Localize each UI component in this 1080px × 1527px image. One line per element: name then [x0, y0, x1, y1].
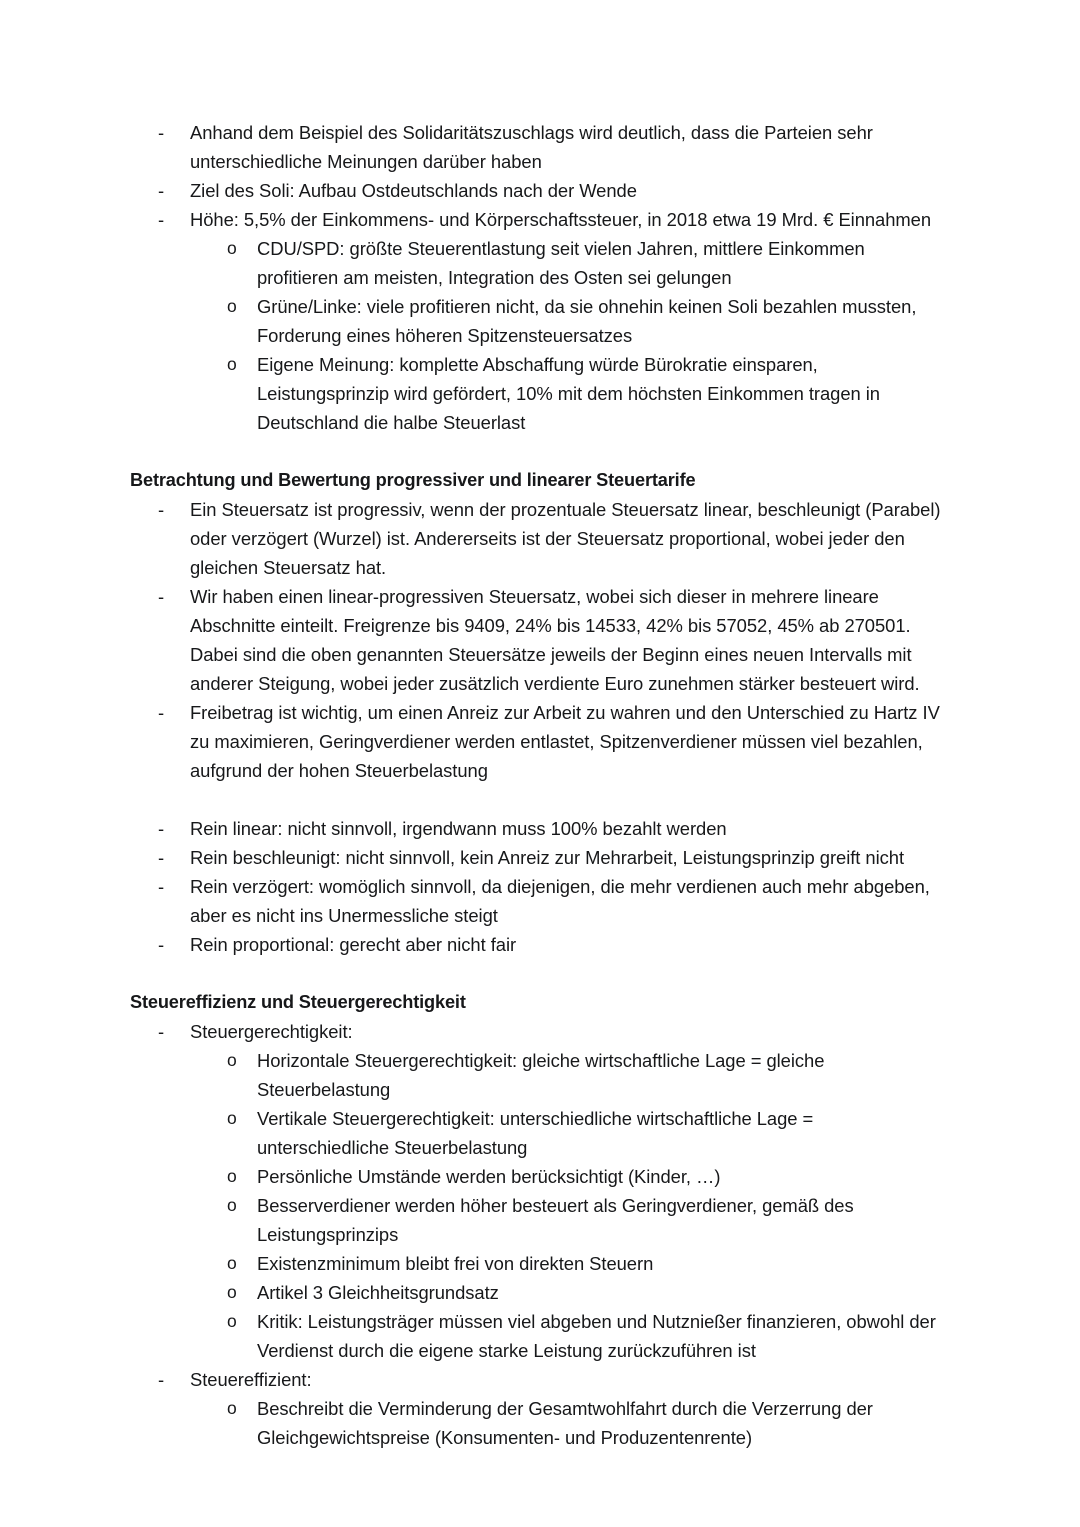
sub-bullet-item: [130, 1191, 945, 1249]
bullet-text: Ein Steuersatz ist progressiv, wenn der prozentuale Steuersatz linear, beschleunigt (Parabel) oder verzögert (Wurzel) ist. Andererseits ist der Steuersatz proportional, wobei jeder den gleichen Steuersatz hat.: [190, 499, 941, 578]
dash-bullet-icon: -: [158, 180, 165, 201]
bullet-item: [130, 495, 945, 582]
bullet-item: [130, 698, 945, 785]
sub-bullet-item: [130, 1394, 945, 1452]
sub-bullet-item: [130, 1278, 945, 1307]
bullet-item: [130, 1365, 945, 1394]
bullet-text: Horizontale Steuergerechtigkeit: gleiche wirtschaftliche Lage = gleiche Steuerbelastung: [257, 1050, 825, 1100]
dash-bullet-icon: -: [158, 1021, 165, 1042]
bullet-text: Wir haben einen linear-progressiven Steuersatz, wobei sich dieser in mehrere lineare Abschnitte einteilt. Freigrenze bis 9409, 24% bis 14533, 42% bis 57052, 45% ab 270501. Dabei sind die oben genannten Steuersätze jeweils der Beginn eines neuen Intervalls mit anderer Steigung, wobei jeder zusätzlich verdiente Euro zunehmen stärker besteuert wird.: [190, 586, 920, 694]
sub-bullet-item: [130, 234, 945, 292]
section-heading: Steuereffizienz und Steuergerechtigkeit: [130, 992, 466, 1012]
dash-bullet-icon: -: [158, 209, 165, 230]
bullet-text: Grüne/Linke: viele profitieren nicht, da sie ohnehin keinen Soli bezahlen mussten, Forderung eines höheren Spitzensteuersatzes: [257, 296, 917, 346]
sub-bullet-item: [130, 1249, 945, 1278]
circle-bullet-icon: o: [227, 1166, 237, 1186]
dash-bullet-icon: -: [158, 847, 165, 868]
blank-line: [130, 785, 945, 814]
circle-bullet-icon: o: [227, 1282, 237, 1302]
bullet-text: Beschreibt die Verminderung der Gesamtwohlfahrt durch die Verzerrung der Gleichgewichtspreise (Konsumenten- und Produzentenrente): [257, 1398, 873, 1448]
bullet-text: Rein verzögert: womöglich sinnvoll, da diejenigen, die mehr verdienen auch mehr abgeben, aber es nicht ins Unermessliche steigt: [190, 876, 930, 926]
bullet-text: Höhe: 5,5% der Einkommens- und Körperschaftssteuer, in 2018 etwa 19 Mrd. € Einnahmen: [190, 209, 932, 230]
bullet-item: [130, 205, 945, 234]
dash-bullet-icon: -: [158, 818, 165, 839]
bullet-item: [130, 872, 945, 930]
dash-bullet-icon: -: [158, 876, 165, 897]
bullet-text: Steuergerechtigkeit:: [190, 1021, 353, 1042]
sub-bullet-item: [130, 292, 945, 350]
bullet-text: Anhand dem Beispiel des Solidaritätszuschlags wird deutlich, dass die Parteien sehr unterschiedliche Meinungen darüber haben: [190, 122, 873, 172]
bullet-text: Kritik: Leistungsträger müssen viel abgeben und Nutznießer finanzieren, obwohl der Verdienst durch die eigene starke Leistung zurückzuführen ist: [257, 1311, 936, 1361]
circle-bullet-icon: o: [227, 1398, 237, 1418]
dash-bullet-icon: -: [158, 702, 165, 723]
circle-bullet-icon: o: [227, 1311, 237, 1331]
sub-bullet-item: [130, 350, 945, 437]
circle-bullet-icon: o: [227, 1253, 237, 1273]
bullet-text: Steuereffizient:: [190, 1369, 312, 1390]
bullet-text: Artikel 3 Gleichheitsgrundsatz: [257, 1282, 499, 1303]
circle-bullet-icon: o: [227, 296, 237, 316]
circle-bullet-icon: o: [227, 1195, 237, 1215]
bullet-item: [130, 1017, 945, 1046]
circle-bullet-icon: o: [227, 1108, 237, 1128]
sub-bullet-item: [130, 1046, 945, 1104]
dash-bullet-icon: -: [158, 1369, 165, 1390]
dash-bullet-icon: -: [158, 499, 165, 520]
bullet-text: Rein proportional: gerecht aber nicht fair: [190, 934, 517, 955]
circle-bullet-icon: o: [227, 1050, 237, 1070]
bullet-text: Ziel des Soli: Aufbau Ostdeutschlands nach der Wende: [190, 180, 637, 201]
bullet-text: Vertikale Steuergerechtigkeit: unterschiedliche wirtschaftliche Lage = unterschiedliche Steuerbelastung: [257, 1108, 814, 1158]
bullet-item: [130, 176, 945, 205]
dash-bullet-icon: -: [158, 934, 165, 955]
bullet-item: [130, 582, 945, 698]
bullet-text: Persönliche Umstände werden berücksichtigt (Kinder, …): [257, 1166, 721, 1187]
bullet-text: Eigene Meinung: komplette Abschaffung würde Bürokratie einsparen, Leistungsprinzip wird gefördert, 10% mit dem höchsten Einkommen tragen in Deutschland die halbe Steuerlast: [257, 354, 880, 433]
bullet-item: [130, 118, 945, 176]
bullet-text: Rein beschleunigt: nicht sinnvoll, kein Anreiz zur Mehrarbeit, Leistungsprinzip greift nicht: [190, 847, 905, 868]
bullet-text: Rein linear: nicht sinnvoll, irgendwann muss 100% bezahlt werden: [190, 818, 727, 839]
bullet-text: Freibetrag ist wichtig, um einen Anreiz zur Arbeit zu wahren und den Unterschied zu Hartz IV zu maximieren, Geringverdiener werden entlastet, Spitzenverdiener müssen viel bezahlen, aufgrund der hohen Steuerbelastung: [190, 702, 940, 781]
sub-bullet-item: [130, 1162, 945, 1191]
bullet-item: [130, 843, 945, 872]
sub-bullet-item: [130, 1104, 945, 1162]
bullet-item: [130, 930, 945, 959]
bullet-item: [130, 814, 945, 843]
bullet-text: CDU/SPD: größte Steuerentlastung seit vielen Jahren, mittlere Einkommen profitieren am meisten, Integration des Osten sei gelungen: [257, 238, 865, 288]
section-heading: Betrachtung und Bewertung progressiver und linearer Steuertarife: [130, 470, 696, 490]
document-body: [130, 118, 945, 1452]
blank-line: [130, 437, 945, 466]
dash-bullet-icon: -: [158, 122, 165, 143]
circle-bullet-icon: o: [227, 354, 237, 374]
sub-bullet-item: [130, 1307, 945, 1365]
bullet-text: Besserverdiener werden höher besteuert als Geringverdiener, gemäß des Leistungsprinzips: [257, 1195, 854, 1245]
bullet-text: Existenzminimum bleibt frei von direkten Steuern: [257, 1253, 654, 1274]
dash-bullet-icon: -: [158, 586, 165, 607]
circle-bullet-icon: o: [227, 238, 237, 258]
blank-line: [130, 959, 945, 988]
